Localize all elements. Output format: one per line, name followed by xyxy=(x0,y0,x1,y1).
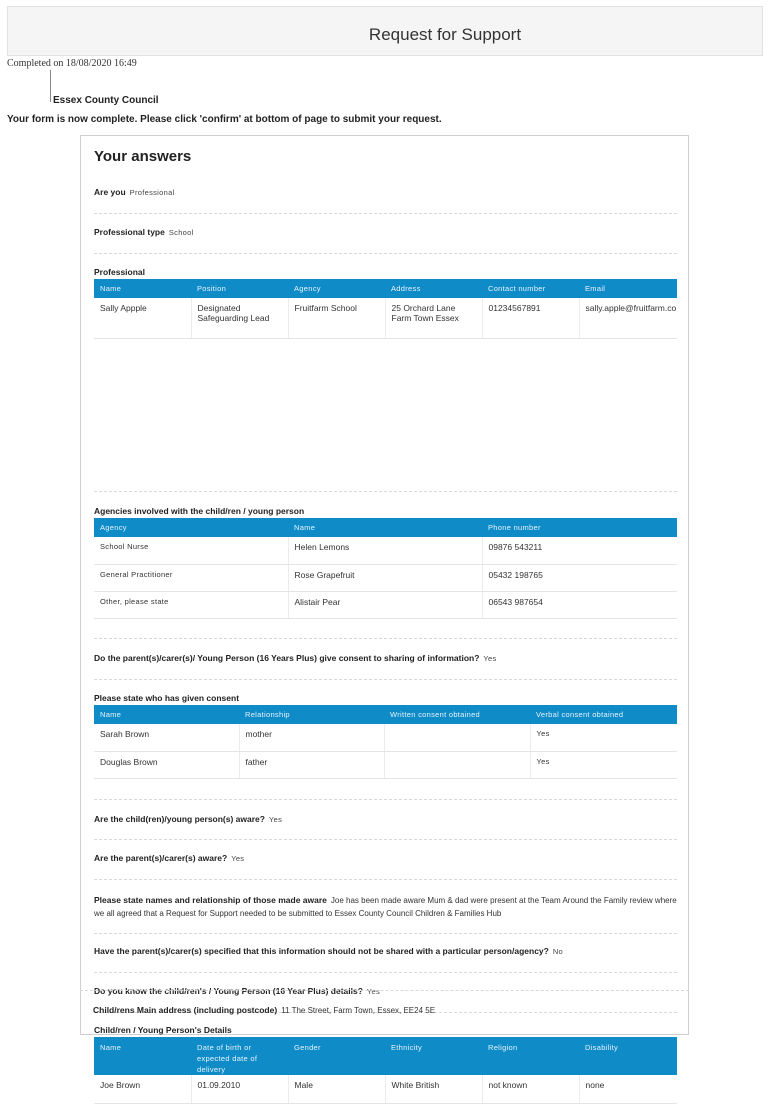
question-label: Have the parent(s)/carer(s) specified that this information should not be shared with a particular person/agency? xyxy=(94,946,549,956)
table-cell: father xyxy=(239,751,384,778)
question-label: Please state names and relationship of those made aware xyxy=(94,895,327,905)
table-cell: not known xyxy=(482,1075,579,1103)
question-label: Do the parent(s)/carer(s)/ Young Person (16 Years Plus) give consent to sharing of information? xyxy=(94,653,480,663)
column-header: Disability xyxy=(579,1037,677,1075)
answer-value: Joe has been made aware Mum & dad were present at the Team Around the Family review where we all agreed that a Request for Support needed to be submitted to Essex County Council Children & Families Hub xyxy=(94,896,677,918)
page-title: Request for Support xyxy=(368,25,522,44)
column-header: Verbal consent obtained xyxy=(530,705,677,724)
table-cell: Male xyxy=(288,1075,385,1103)
table-cell: Helen Lemons xyxy=(288,537,482,564)
column-header: Email xyxy=(579,279,677,298)
table-cell: Sally Appple xyxy=(94,298,191,338)
divider xyxy=(94,679,677,680)
table-cell: Douglas Brown xyxy=(94,751,239,778)
answers-card xyxy=(80,135,689,1090)
table-cell: Other, please state xyxy=(94,591,288,618)
answer-value: Yes xyxy=(231,854,245,863)
table-cell: 06543 987654 xyxy=(482,591,677,618)
question-names-aware xyxy=(94,894,677,920)
column-header: Relationship xyxy=(239,705,384,724)
divider xyxy=(94,839,677,840)
table-cell: White British xyxy=(385,1075,482,1103)
table-row xyxy=(94,724,677,751)
divider xyxy=(94,213,677,214)
agencies-section xyxy=(94,506,677,619)
question-are-you xyxy=(94,187,677,197)
section-label: Agencies involved with the child/ren / young person xyxy=(94,506,305,516)
divider xyxy=(94,253,677,254)
table-row xyxy=(94,1075,677,1103)
table-row xyxy=(94,591,677,618)
column-header: Name xyxy=(94,279,191,298)
question-label: Are the child(ren)/young person(s) aware? xyxy=(94,814,265,824)
question-not-shared xyxy=(94,946,677,956)
completion-notice: Your form is now complete. Please click 'confirm' at bottom of page to submit your request. xyxy=(7,114,442,125)
professional-table xyxy=(94,279,677,339)
divider xyxy=(94,799,677,800)
question-know-details xyxy=(94,986,677,996)
column-header: Name xyxy=(94,705,239,724)
question-label: Do you know the child/ren's / Young Person (16 Year Plus) details? xyxy=(94,986,363,996)
table-cell: Fruitfarm School xyxy=(288,298,385,338)
organisation-name: Essex County Council xyxy=(53,95,159,106)
divider xyxy=(94,638,677,639)
divider xyxy=(94,879,677,880)
table-cell: Sarah Brown xyxy=(94,724,239,751)
table-cell xyxy=(384,751,530,778)
answer-value: Yes xyxy=(483,654,497,663)
table-cell: Yes xyxy=(530,751,677,778)
consent-section xyxy=(94,693,677,779)
table-cell: 01234567891 xyxy=(482,298,579,338)
question-main-address xyxy=(93,1005,676,1015)
column-header: Agency xyxy=(94,518,288,537)
logo-divider xyxy=(50,70,51,102)
table-cell: General Practitioner xyxy=(94,564,288,591)
question-professional-type xyxy=(94,227,677,237)
answer-value: 11 The Street, Farm Town, Essex, EE24 5E xyxy=(281,1006,436,1015)
column-header: Ethnicity xyxy=(385,1037,482,1075)
question-label: Are the parent(s)/carer(s) aware? xyxy=(94,853,228,863)
question-label: Child/rens Main address (including postcode) xyxy=(93,1005,278,1015)
table-row xyxy=(94,564,677,591)
column-header: Date of birth or expected date of delivery xyxy=(191,1037,288,1075)
table-cell: 09876 543211 xyxy=(482,537,677,564)
divider xyxy=(94,933,677,934)
table-cell: Yes xyxy=(530,724,677,751)
divider xyxy=(94,972,677,973)
table-cell: Alistair Pear xyxy=(288,591,482,618)
answer-value: Yes xyxy=(366,987,381,996)
column-header: Gender xyxy=(288,1037,385,1075)
table-cell: sally.apple@fruitfarm.co xyxy=(579,298,677,338)
answer-value: No xyxy=(552,947,564,956)
column-header: Name xyxy=(288,518,482,537)
column-header: Address xyxy=(385,279,482,298)
question-parent-aware xyxy=(94,853,677,863)
table-cell: Rose Grapefruit xyxy=(288,564,482,591)
completed-timestamp: Completed on 18/08/2020 16:49 xyxy=(7,58,137,69)
child-details-table xyxy=(94,1037,677,1104)
question-label: Are you xyxy=(94,187,126,197)
table-cell: 01.09.2010 xyxy=(191,1075,288,1103)
title-bar xyxy=(7,6,763,56)
column-header: Phone number xyxy=(482,518,677,537)
column-header: Agency xyxy=(288,279,385,298)
child-details-section xyxy=(94,1025,677,1104)
column-header: Name xyxy=(94,1037,191,1075)
answer-value: Professional xyxy=(129,188,175,197)
answer-value: Yes xyxy=(268,815,283,824)
answer-value: School xyxy=(168,228,194,237)
table-cell: School Nurse xyxy=(94,537,288,564)
table-cell xyxy=(384,724,530,751)
section-label: Please state who has given consent xyxy=(94,693,240,703)
question-label: Professional type xyxy=(94,227,165,237)
section-label: Child/ren / Young Person's Details xyxy=(94,1025,232,1035)
table-cell: 05432 198765 xyxy=(482,564,677,591)
table-cell: Joe Brown xyxy=(94,1075,191,1103)
divider xyxy=(80,990,689,991)
column-header: Written consent obtained xyxy=(384,705,530,724)
professional-section xyxy=(94,267,677,339)
table-cell: mother xyxy=(239,724,384,751)
section-label: Professional xyxy=(94,267,146,277)
table-cell: Designated Safeguarding Lead xyxy=(191,298,288,338)
divider xyxy=(94,491,677,492)
column-header: Contact number xyxy=(482,279,579,298)
table-row xyxy=(94,537,677,564)
question-consent xyxy=(94,653,677,663)
agencies-table xyxy=(94,518,677,619)
column-header: Position xyxy=(191,279,288,298)
table-row xyxy=(94,751,677,778)
table-row xyxy=(94,298,677,338)
answers-heading: Your answers xyxy=(94,148,192,165)
consent-table xyxy=(94,705,677,779)
question-child-aware xyxy=(94,814,677,824)
table-cell: 25 Orchard Lane Farm Town Essex xyxy=(385,298,482,338)
table-cell: none xyxy=(579,1075,677,1103)
column-header: Religion xyxy=(482,1037,579,1075)
